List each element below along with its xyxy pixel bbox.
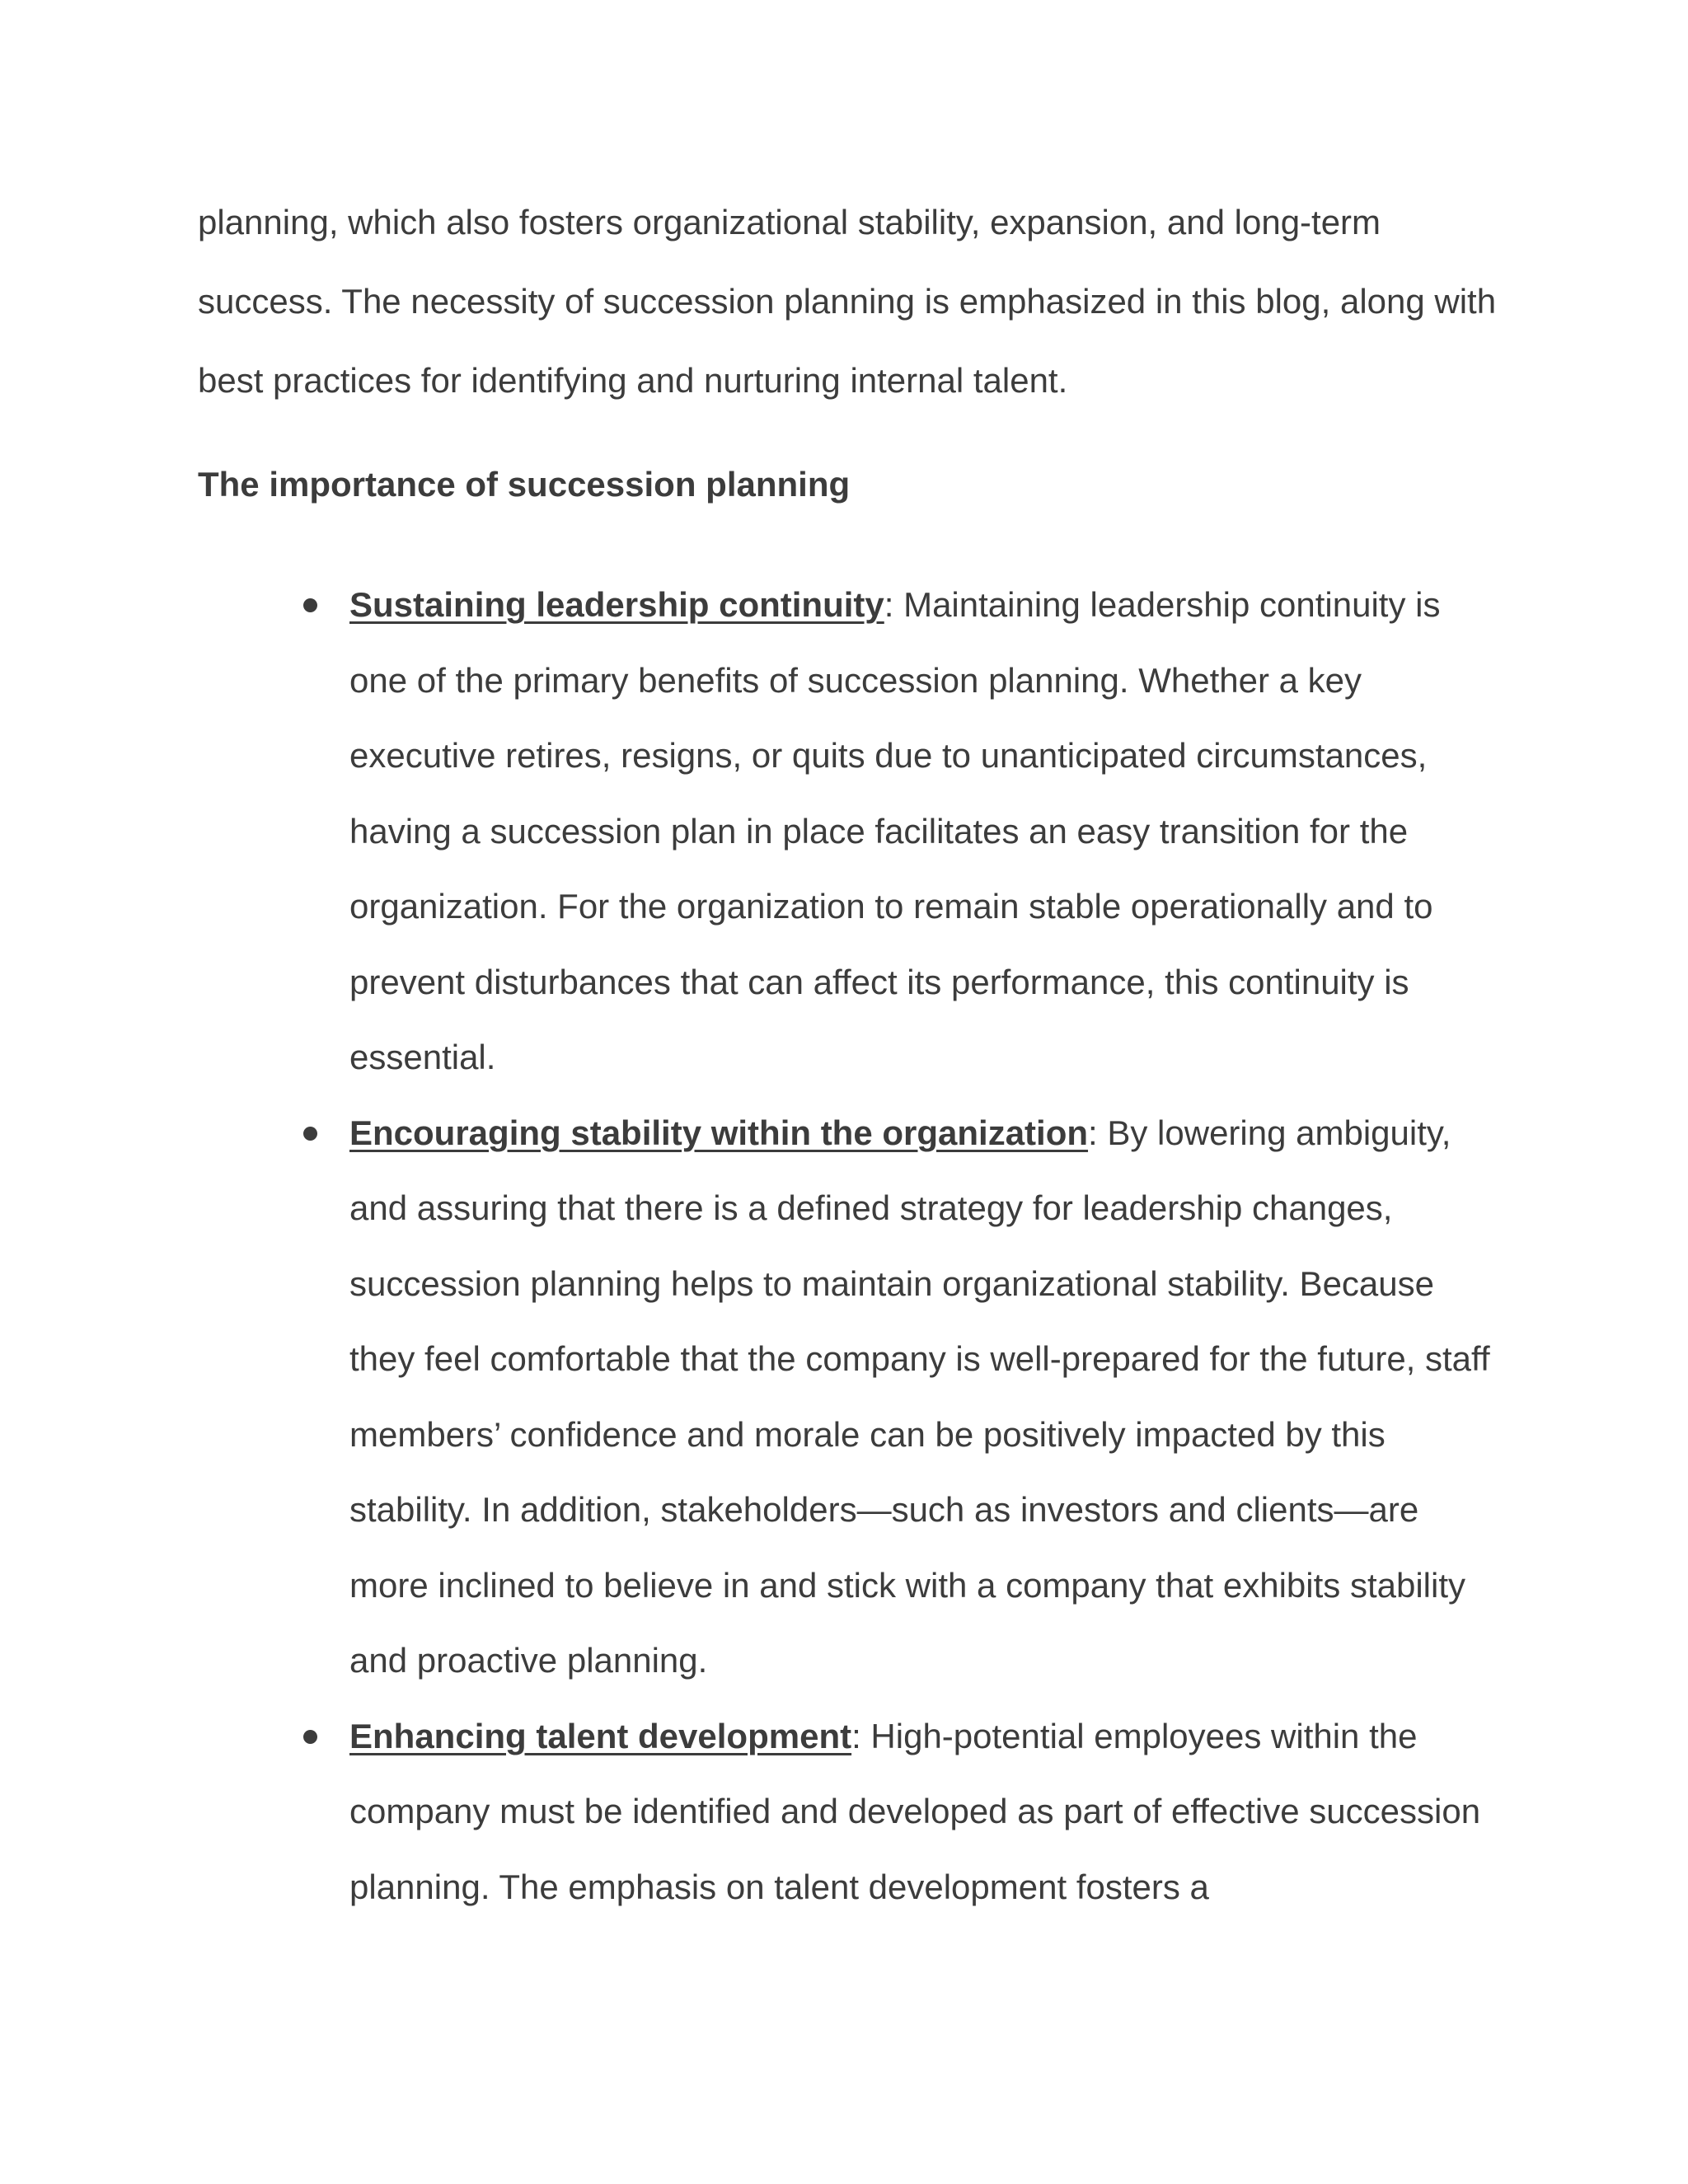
bullet-icon: [303, 1730, 317, 1744]
bullet-text: : High-potential employees within the company must be identified and developed as part of effective succession planning. The emphasis on talent development fosters a: [349, 1716, 1481, 1906]
bullet-text: : By lowering ambiguity, and assuring that there is a defined strategy for leadership changes, succession planning helps to maintain organizational stability. Because they feel comfortable that the company is well-prepared for the future, staff members’ confidence and morale can be positively impacted by this stability. In addition, stakeholders—such as investors and clients—are more inclined to believe in and stick with a company that exhibits stability and proactive planning.: [349, 1113, 1490, 1680]
bullet-term: Enhancing talent development: [349, 1716, 852, 1755]
section-heading: The importance of succession planning: [198, 465, 851, 504]
list-item: [198, 567, 1500, 1095]
bullet-term: Encouraging stability within the organization: [349, 1113, 1089, 1152]
list-item: [198, 1699, 1500, 1925]
document-page: [198, 183, 1500, 1924]
bullet-list: [198, 567, 1500, 1924]
bullet-icon: [303, 598, 317, 612]
list-item: [198, 1095, 1500, 1699]
intro-paragraph: planning, which also fosters organizational stability, expansion, and long-term success. The necessity of succession planning is emphasized in this blog, along with best practices for identifying and nurturing internal talent.: [198, 203, 1497, 400]
bullet-text: : Maintaining leadership continuity is one of the primary benefits of succession planning. Whether a key executive retires, resigns, or quits due to unanticipated circumstances, having a succession plan in place facilitates an easy transition for the organization. For the organization to remain stable operationally and to prevent disturbances that can affect its performance, this continuity is essential.: [349, 585, 1441, 1076]
bullet-icon: [303, 1127, 317, 1141]
bullet-term: Sustaining leadership continuity: [349, 585, 884, 624]
